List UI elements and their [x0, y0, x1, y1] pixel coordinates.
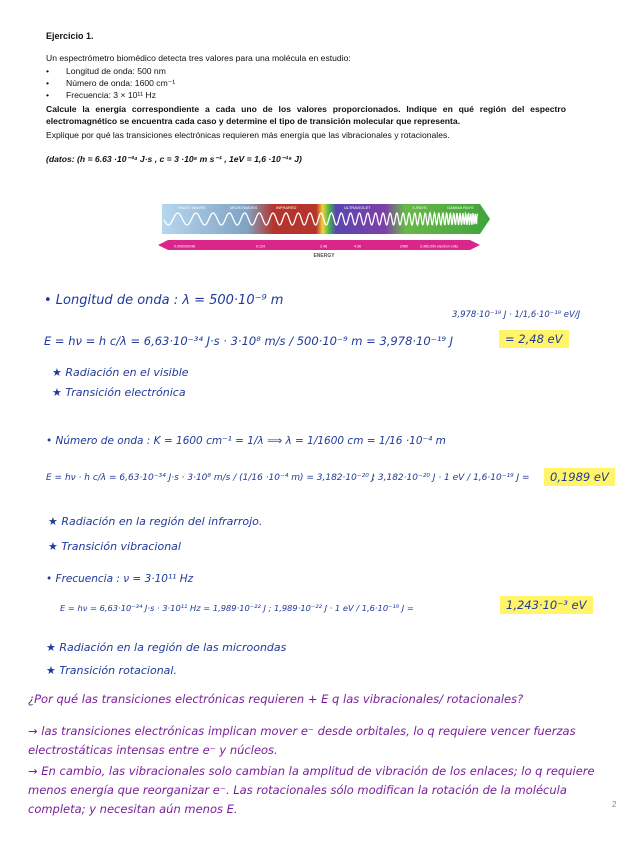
spectrum-band [162, 204, 490, 234]
region-label-infrared: INFRARED [276, 205, 297, 210]
region-label-ultraviolet: ULTRAVIOLET [344, 205, 371, 210]
exercise-title: Ejercicio 1. [46, 31, 94, 41]
energy-value-5: 2,480,000 electron volts [420, 244, 459, 249]
energy-axis-label: ENERGY [313, 253, 335, 259]
energy-value-4: 2480 [400, 244, 408, 249]
hw-part2-note-transition: ★ Transición vibracional [48, 540, 181, 553]
region-label-gamma: GAMMA RAYS [447, 205, 474, 210]
hw-part2-heading: • Número de onda : K = 1600 cm⁻¹ = 1/λ ⟹ λ = 1/1600 cm = 1/16 ·10⁻⁴ m [46, 435, 446, 447]
exercise-intro: Un espectrómetro biomédico detecta tres valores para una molécula en estudio: [46, 53, 351, 63]
hw-part3-note-transition: ★ Transición rotacional. [46, 664, 177, 677]
region-label-radio: RADIO WAVES [178, 205, 206, 210]
hw-part1-equation: E = hν = h c/λ = 6,63·10⁻³⁴ J·s · 3·10⁸ m/s / 500·10⁻⁹ m = 3,978·10⁻¹⁹ J [44, 334, 454, 348]
constants-line: (datos: (h = 6.63 ·10⁻³⁴ J·s , c = 3 ·10⁸ m s⁻¹ , 1eV = 1,6 ·10⁻¹⁹ J) [46, 154, 302, 164]
given-wavenumber: • Número de onda: 1600 cm⁻¹ [46, 77, 566, 89]
hw-part1-conversion: 3,978·10⁻¹⁹ J · 1/1,6·10⁻¹⁹ eV/J [452, 310, 581, 320]
hw-question: ¿Por qué las transiciones electrónicas requieren + E q las vibracionales/ rotacionales? [28, 692, 524, 706]
hw-part3-note-region: ★ Radiación en la región de las microondas [46, 641, 287, 654]
page-number: 2 [612, 800, 617, 809]
hw-part2-note-region: ★ Radiación en la región del infrarrojo. [48, 515, 263, 528]
exercise-explain: Explique por qué las transiciones electrónicas requieren más energía que las vibracionales y rotacionales. [46, 130, 450, 140]
hw-answer-vib-rot: → En cambio, las vibracionales solo cambian la amplitud de vibración de los enlaces; lo q requiere menos energía que reorganizar e⁻. Las rotacionales sólo modifican la rotación de la molécula completa; y necesitan aún menos E. [28, 764, 595, 816]
exercise-statement [46, 30, 566, 165]
region-label-microwave: MICROWAVES [230, 205, 258, 210]
hw-part1-result: = 2,48 eV [499, 330, 569, 348]
given-wavelength: • Longitud de onda: 500 nm [46, 65, 566, 77]
hw-part3-equation: E = hν = 6,63·10⁻³⁴ J·s · 3·10¹¹ Hz = 1,989·10⁻²² J ; 1,989·10⁻²² J · 1 eV / 1,6·10⁻¹⁹ J = [60, 603, 414, 613]
energy-value-3: 4.96 [354, 244, 361, 249]
hw-part1-result-wrap [499, 332, 569, 346]
energy-value-0: 0.000000248 [174, 244, 195, 249]
region-label-xray: X-RAYS [412, 205, 427, 210]
hw-part2-conversion: ; 3,182·10⁻²⁰ J · 1 eV / 1,6·10⁻¹⁹ J = [372, 473, 530, 483]
hw-part1-heading: • Longitud de onda : λ = 500·10⁻⁹ m [44, 293, 284, 308]
hw-part3-result: 1,243·10⁻³ eV [500, 596, 593, 614]
hw-part3-result-wrap [500, 598, 593, 612]
energy-value-2: 2.48 [320, 244, 327, 249]
hw-answer-electronic: → las transiciones electrónicas implican mover e⁻ desde orbitales, lo q requiere vencer fuerzas electrostáticas intensas entre e⁻ y núcleos. [28, 724, 576, 757]
hw-part2-result-wrap [544, 470, 615, 484]
exercise-task: Calcule la energía correspondiente a cada uno de los valores proporcionados. Indique en qué región del espectro electromagnético se encuentra cada caso y determine el tipo de transición molecular que representa. [46, 104, 566, 126]
hw-part1-note-transition: ★ Transición electrónica [52, 386, 186, 399]
hw-part3-heading: • Frecuencia : ν = 3·10¹¹ Hz [46, 573, 194, 585]
hw-part2-equation: E = hν · h c/λ = 6,63·10⁻³⁴ J·s · 3·10⁸ m/s / (1/16 ·10⁻⁴ m) = 3,182·10⁻²⁰ J [46, 473, 375, 483]
em-spectrum-figure [154, 196, 494, 272]
given-frequency: • Frecuencia: 3 × 10¹¹ Hz [46, 89, 566, 101]
hw-part1-note-region: ★ Radiación en el visible [52, 366, 189, 379]
energy-value-1: 0.124 [256, 244, 265, 249]
hw-part2-result: 0,1989 eV [544, 468, 615, 486]
given-values-list [46, 65, 566, 101]
